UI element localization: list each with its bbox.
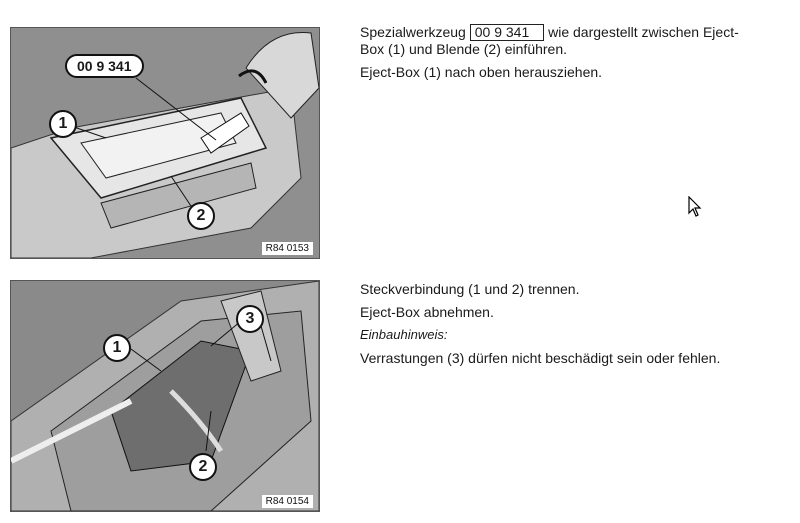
tool-number-box: 00 9 341 xyxy=(470,24,545,41)
step-2-instructions xyxy=(360,281,790,373)
step-2-disconnect: Steckverbindung (1 und 2) trennen. xyxy=(360,281,580,297)
step-1-instructions xyxy=(360,24,790,87)
step-2-remove: Eject-Box abnehmen. xyxy=(360,304,494,320)
step-1-text-end: wie dargestellt zwischen Eject- xyxy=(548,24,739,40)
figure-illustration xyxy=(11,28,319,258)
figure-eject-box-removal xyxy=(10,27,320,259)
mouse-pointer-icon xyxy=(688,196,702,218)
step-1-paragraph xyxy=(360,24,790,57)
callout-3: 3 xyxy=(236,305,264,333)
callout-1: 1 xyxy=(49,110,77,138)
figure-illustration xyxy=(11,281,319,511)
figure-reference-number: R84 0153 xyxy=(262,242,313,255)
step-1-pull-out: Eject-Box (1) nach oben herausziehen. xyxy=(360,64,603,80)
figure-reference-number: R84 0154 xyxy=(262,495,313,508)
step-1-text-start: Spezialwerkzeug xyxy=(360,24,466,40)
install-note-heading: Einbauhinweis: xyxy=(360,327,448,342)
figure-connector-disconnect xyxy=(10,280,320,512)
callout-2: 2 xyxy=(189,453,217,481)
step-1-text-line2: Box (1) und Blende (2) einführen. xyxy=(360,41,568,57)
tool-number-label: 00 9 341 xyxy=(65,54,144,78)
install-note-text: Verrastungen (3) dürfen nicht beschädigt sein oder fehlen. xyxy=(360,350,721,366)
callout-2: 2 xyxy=(187,202,215,230)
callout-1: 1 xyxy=(103,334,131,362)
